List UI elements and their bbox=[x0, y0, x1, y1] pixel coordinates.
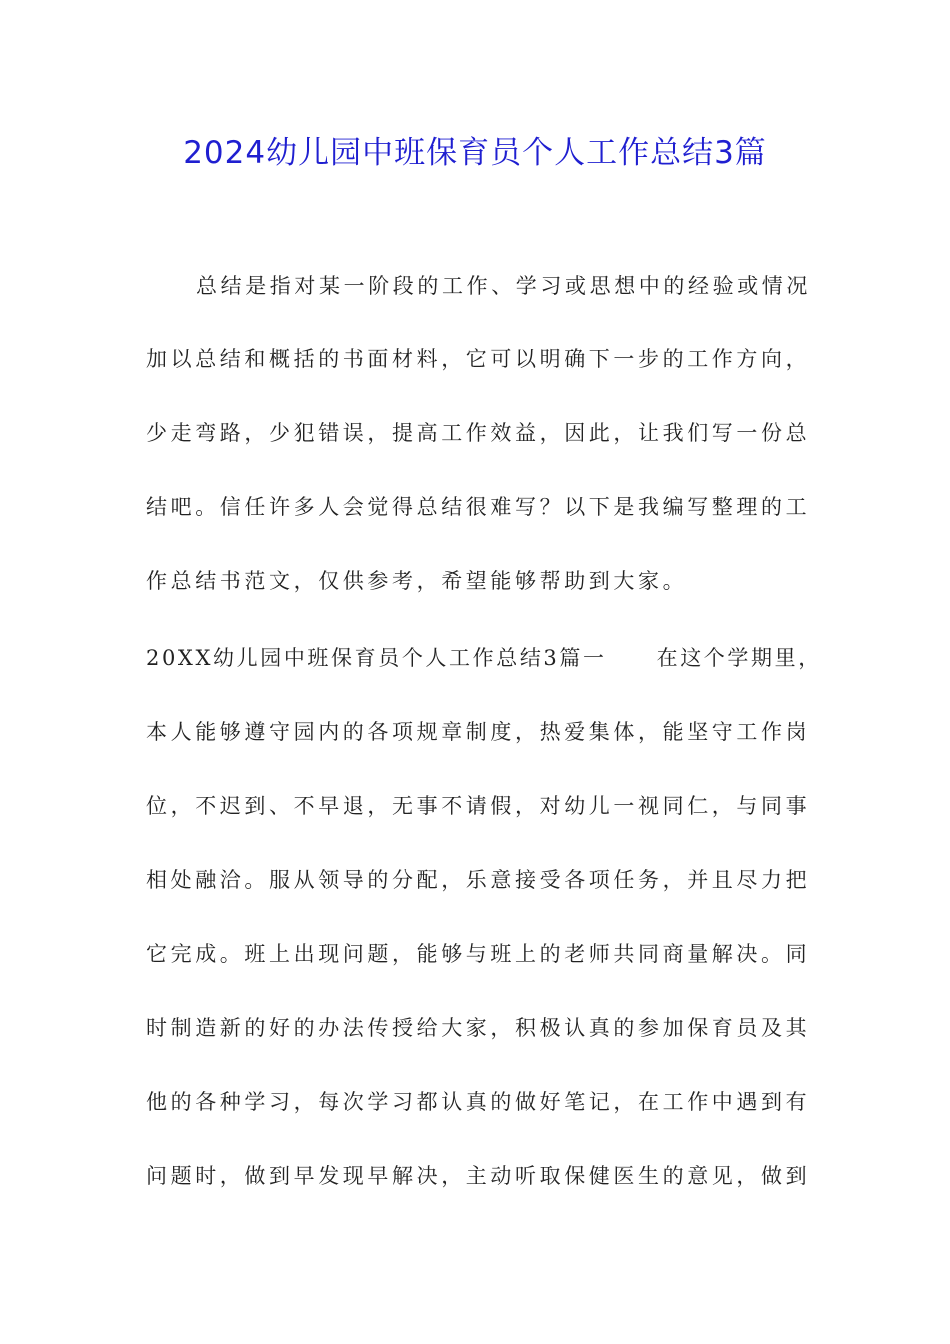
section-first-line bbox=[146, 638, 822, 678]
section-heading: 20XX幼儿园中班保育员个人工作总结3篇一 bbox=[146, 646, 607, 670]
body-line: 它完成。班上出现问题，能够与班上的老师共同商量解决。同 bbox=[146, 942, 811, 966]
intro-line: 结吧。信任许多人会觉得总结很难写？以下是我编写整理的工 bbox=[146, 495, 811, 519]
intro-line: 作总结书范文，仅供参考，希望能够帮助到大家。 bbox=[146, 569, 688, 593]
intro-line: 加以总结和概括的书面材料，它可以明确下一步的工作方向， bbox=[146, 347, 811, 371]
section-first-text: 在这个学期里， bbox=[656, 646, 822, 670]
body-line: 他的各种学习，每次学习都认真的做好笔记，在工作中遇到有 bbox=[146, 1090, 811, 1114]
body-line: 相处融洽。服从领导的分配，乐意接受各项任务，并且尽力把 bbox=[146, 868, 811, 892]
document-title: 2024幼儿园中班保育员个人工作总结3篇 bbox=[183, 135, 767, 171]
intro-line: 少走弯路，少犯错误，提高工作效益，因此，让我们写一份总 bbox=[146, 421, 811, 445]
body-line: 时制造新的好的办法传授给大家，积极认真的参加保育员及其 bbox=[146, 1016, 811, 1040]
body-line: 位，不迟到、不早退，无事不请假，对幼儿一视同仁，与同事 bbox=[146, 794, 811, 818]
body-line: 本人能够遵守园内的各项规章制度，热爱集体，能坚守工作岗 bbox=[146, 720, 811, 744]
intro-line: 总结是指对某一阶段的工作、学习或思想中的经验或情况 bbox=[196, 274, 811, 298]
body-line: 问题时，做到早发现早解决，主动听取保健医生的意见，做到 bbox=[146, 1164, 811, 1188]
